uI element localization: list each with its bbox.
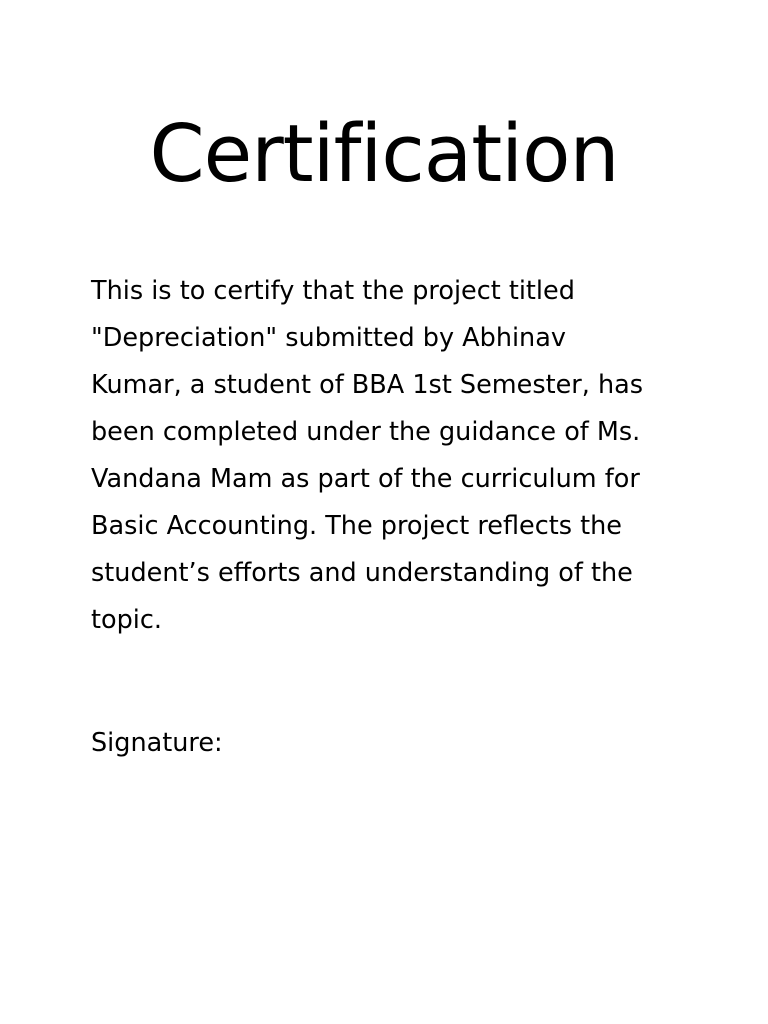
paragraph-line: student’s efforts and understanding of the [91, 558, 633, 588]
paragraph-line: Kumar, a student of BBA 1st Semester, has [91, 370, 644, 400]
paragraph-line: been completed under the guidance of Ms. [91, 417, 641, 447]
page-title: Certification [149, 108, 619, 200]
paragraph-line: This is to certify that the project titled [91, 276, 575, 306]
certification-paragraph [91, 268, 691, 644]
paragraph-line: Vandana Mam as part of the curriculum for [91, 464, 640, 494]
signature-label: Signature: [91, 728, 223, 758]
paragraph-line: topic. [91, 605, 162, 635]
paragraph-line: "Depreciation" submitted by Abhinav [91, 323, 566, 353]
paragraph-line: Basic Accounting. The project reflects the [91, 511, 622, 541]
